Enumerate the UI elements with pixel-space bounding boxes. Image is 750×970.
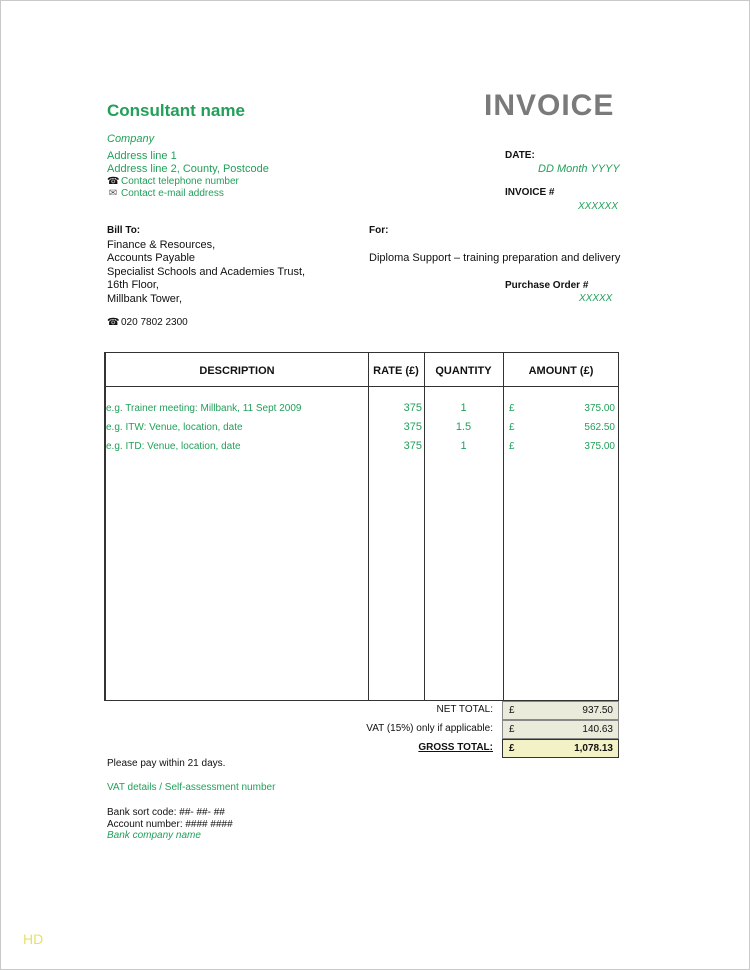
row-rate: 375 (403, 440, 422, 452)
vat-box (502, 720, 619, 739)
purchase-order-value: XXXXX (579, 293, 613, 304)
row-amount: 375.00 (584, 441, 615, 452)
bill-to-phone-text: 020 7802 2300 (121, 317, 188, 328)
gross-total-box (502, 739, 619, 758)
hd-watermark: HD (23, 931, 44, 947)
consultant-name: Consultant name (107, 101, 245, 120)
company-name: Company (107, 133, 155, 145)
contact-email (107, 188, 224, 199)
phone-icon: ☎ (107, 176, 120, 187)
net-total-currency: £ (509, 705, 515, 716)
date-label: DATE: (505, 150, 535, 161)
contact-email-text: Contact e-mail address (121, 188, 224, 199)
column-header-amount: AMOUNT (£) (528, 365, 594, 377)
row-currency: £ (509, 403, 515, 414)
gross-total-label: GROSS TOTAL: (418, 742, 493, 753)
bill-to-line-3: Specialist Schools and Academies Trust, (107, 266, 306, 278)
address-line-2: Address line 2, County, Postcode (107, 163, 269, 175)
row-quantity: 1.5 (455, 421, 472, 433)
column-header-quantity: QUANTITY (435, 365, 492, 377)
invoice-title: INVOICE (484, 89, 615, 122)
bill-to-label: Bill To: (107, 225, 141, 236)
vat-label: VAT (15%) only if applicable: (366, 723, 493, 734)
address-line-1: Address line 1 (107, 150, 177, 162)
row-rate: 375 (403, 421, 422, 433)
row-amount: 375.00 (584, 403, 615, 414)
contact-telephone (107, 176, 239, 187)
row-rate: 375 (403, 402, 422, 414)
for-label: For: (369, 225, 389, 236)
vat-details: VAT details / Self-assessment number (107, 782, 276, 793)
table-header-divider (106, 386, 618, 387)
date-value: DD Month YYYY (538, 163, 620, 175)
phone-icon: ☎ (107, 317, 120, 328)
row-description: e.g. Trainer meeting: Millbank, 11 Sept 2009 (106, 403, 302, 414)
row-quantity: 1 (460, 440, 467, 452)
column-header-description: DESCRIPTION (199, 365, 275, 377)
account-number: Account number: #### #### (107, 819, 233, 830)
bill-to-line-1: Finance & Resources, (107, 239, 216, 251)
net-total-box (502, 701, 619, 720)
row-amount: 562.50 (584, 422, 615, 433)
row-description: e.g. ITW: Venue, location, date (106, 422, 243, 433)
net-total-value: 937.50 (582, 705, 613, 716)
bill-to-phone (107, 317, 188, 328)
bill-to-line-4: 16th Floor, (107, 279, 159, 291)
bank-sort-code: Bank sort code: ##- ##- ## (107, 807, 225, 818)
bank-company-name: Bank company name (107, 830, 201, 841)
invoice-number-label: INVOICE # (505, 187, 555, 198)
bill-to-line-2: Accounts Payable (107, 252, 196, 264)
row-description: e.g. ITD: Venue, location, date (106, 441, 241, 452)
invoice-number-value: XXXXXX (578, 201, 619, 212)
contact-telephone-text: Contact telephone number (121, 176, 239, 187)
net-total-label: NET TOTAL: (436, 704, 493, 715)
row-currency: £ (509, 422, 515, 433)
line-items-table (104, 352, 619, 701)
column-header-rate: RATE (£) (373, 365, 419, 377)
gross-total-value: 1,078.13 (574, 743, 613, 754)
payment-terms: Please pay within 21 days. (107, 758, 226, 769)
purchase-order-label: Purchase Order # (505, 280, 589, 291)
bill-to-line-5: Millbank Tower, (107, 293, 182, 305)
for-description: Diploma Support – training preparation and delivery (369, 252, 621, 264)
row-quantity: 1 (460, 402, 467, 414)
mail-icon: ✉ (108, 188, 118, 199)
vat-currency: £ (509, 724, 515, 735)
gross-total-currency: £ (509, 743, 515, 754)
vat-value: 140.63 (582, 724, 613, 735)
row-currency: £ (509, 441, 515, 452)
